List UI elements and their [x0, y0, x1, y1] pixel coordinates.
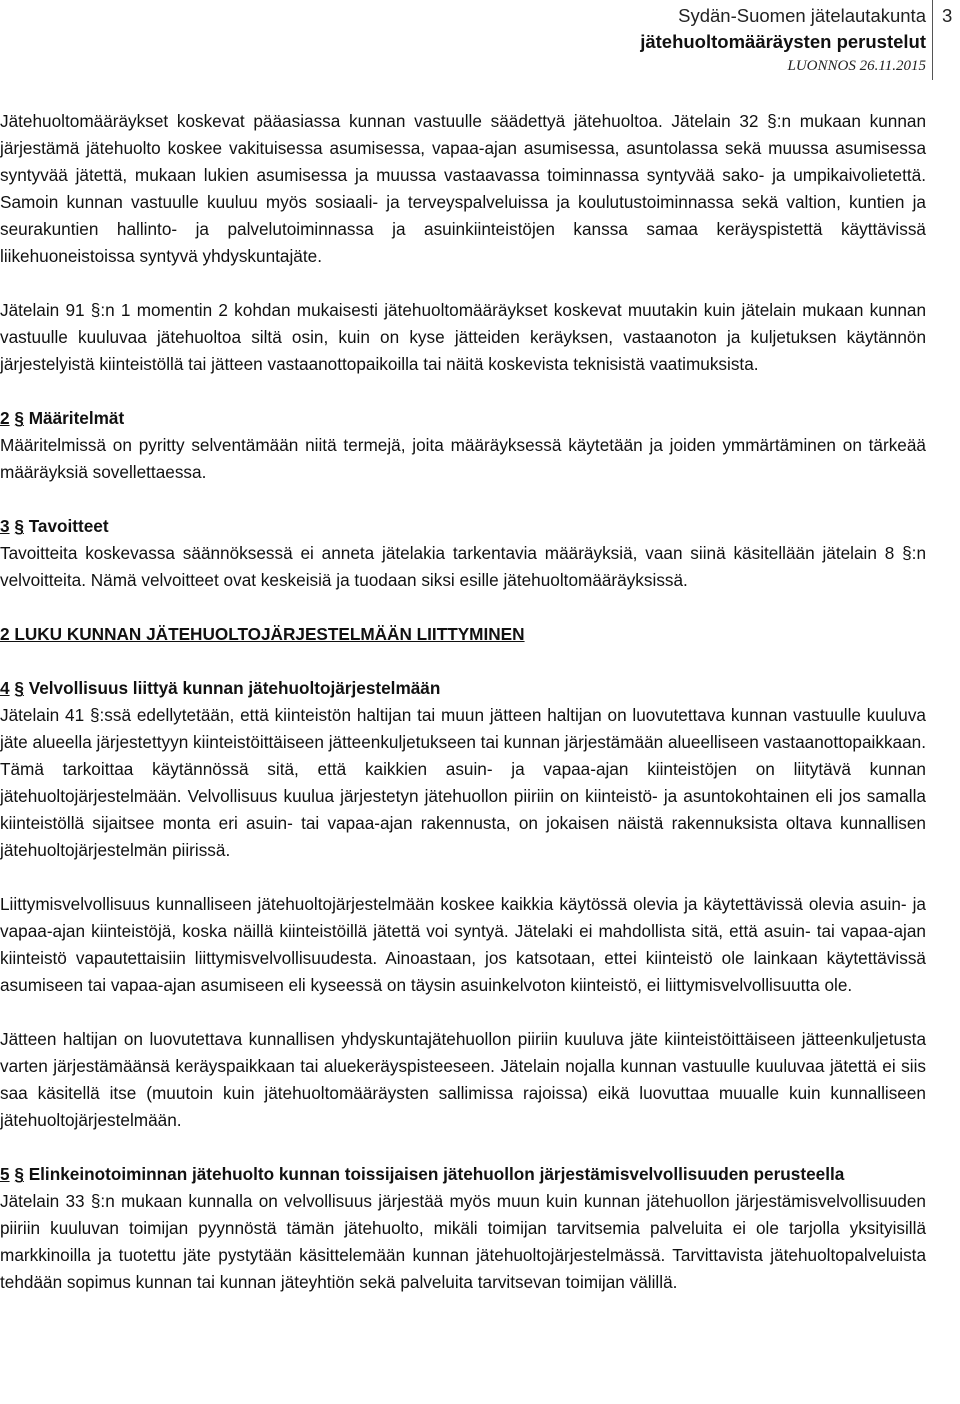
intro-paragraph-2: Jätelain 91 §:n 1 momentin 2 kohdan mukaisesti jätehuoltomääräykset koskevat muutakin kuin jätelain mukaan kunnan vastuulle kuuluvaa jätehuoltoa siltä osin, kuin on kyse jätteiden keräyksen, vastaanoton ja kuljetuksen käytännön järjestelyistä kiinteistöllä tai jätteen vastaanottopaikoilla tai näitä koskevista teknisistä vaatimuksista. [0, 300, 926, 374]
section-4-number: 4 [0, 678, 10, 698]
section-3-sign: § [14, 516, 24, 536]
section-3-text: Tavoitteita koskevassa säännöksessä ei anneta jätelakia tarkentavia määräyksiä, vaan siinä käsitellään jätelain 8 §:n velvoitteita. Nämä velvoitteet ovat keskeisiä ja tuodaan siksi esille jätehuoltomääräyksissä. [0, 543, 926, 590]
section-4-heading [0, 675, 926, 702]
section-4-sign: § [14, 678, 24, 698]
page-header [0, 0, 960, 80]
section-2-text: Määritelmissä on pyritty selventämään niitä termejä, joita määräyksessä käytetään ja joiden ymmärtäminen on tärkeää määräyksiä sovellettaessa. [0, 435, 926, 482]
section-2-heading [0, 405, 926, 432]
section-3-number: 3 [0, 516, 10, 536]
page-number: 3 [942, 5, 953, 26]
section-2-sign: § [14, 408, 24, 428]
section-5-heading [0, 1161, 926, 1188]
section-3-title: Tavoitteet [28, 516, 109, 536]
section-3-heading [0, 513, 926, 540]
header-organization: Sydän-Suomen jätelautakunta [678, 5, 926, 26]
section-4-text-2: Liittymisvelvollisuus kunnalliseen jätehuoltojärjestelmään koskee kaikkia käytössä olevia ja käytettävissä olevia asuin- ja vapaa-ajan kiinteistöjä, koska näillä kiinteistöillä jätettä voi syntyä. Jätelaki ei mahdollista sitä, että asuin- tai vapaa-ajan kiinteistö vapautettaisiin liittymisvelvollisuudesta. Ainoastaan, jos katsotaan, ettei kiinteistö ole lainkaan käytettävissä asumiseen tai vapaa-ajan asumiseen eli kyseessä on täysin asuinkelvoton kiinteistö, ei liittymisvelvollisuutta ole. [0, 894, 926, 995]
section-5-title: Elinkeinotoiminnan jätehuolto kunnan toissijaisen jätehuollon järjestämisvelvollisuuden perusteella [28, 1164, 845, 1184]
section-5-number: 5 [0, 1164, 10, 1184]
header-document-title: jätehuoltomääräysten perustelut [640, 31, 926, 52]
document-body [0, 108, 926, 1323]
intro-paragraph-1: Jätehuoltomääräykset koskevat pääasiassa kunnan vastuulle säädettyä jätehuoltoa. Jätelain 32 §:n mukaan kunnan järjestämä jätehuolto koskee vakituisessa asumisessa, vapaa-ajan asumisessa, asuntolassa sekä muussa asumisessa syntyvää jätettä, mukaan lukien asumisessa ja muussa vastaavassa toiminnassa syntyvää sako- ja umpikaivolietettä. Samoin kunnan vastuulle kuuluu myös sosiaali- ja terveyspalveluissa ja koulutustoiminnassa sekä valtion, kuntien ja seurakuntien hallinto- ja palvelutoiminnassa ja asuinkiinteistöjen kanssa samaa keräyspistettä käyttävissä liikehuoneistoissa syntyvä yhdyskuntajäte. [0, 111, 926, 266]
section-5-sign: § [14, 1164, 24, 1184]
section-5-text: Jätelain 33 §:n mukaan kunnalla on velvollisuus järjestää myös muun kuin kunnan jätehuollon järjestämisvelvollisuuden piiriin kuuluvan toimijan pyynnöstä tämän jätehuolto, mikäli toimijan tarvitsemia palveluita ei ole tarjolla yksityisillä markkinoilla ja tuotettu jäte pystytään käsittelemään kunnan jätehuoltojärjestelmässä. Tarvittavista jätehuoltopalveluista tehdään sopimus kunnan tai kunnan jäteyhtiön sekä palveluita tarvitsevan toimijan välillä. [0, 1191, 926, 1292]
section-2-number: 2 [0, 408, 10, 428]
section-4-title: Velvollisuus liittyä kunnan jätehuoltojärjestelmään [28, 678, 441, 698]
chapter-2-heading: 2 LUKU KUNNAN JÄTEHUOLTOJÄRJESTELMÄÄN LIITTYMINEN [0, 624, 525, 644]
header-draft-label: LUONNOS 26.11.2015 [787, 58, 926, 74]
header-divider [932, 0, 933, 80]
section-4-text-3: Jätteen haltijan on luovutettava kunnallisen yhdyskuntajätehuollon piiriin kuuluva jäte kiinteistöittäiseen jätteenkuljetusta varten järjestämäänsä keräyspaikkaan tai aluekeräyspisteeseen. Jätelain nojalla kunnan vastuulle kuuluvaa jätettä ei siis saa käsitellä itse (muutoin kuin jätehuoltomääräysten sallimissa rajoissa) eikä luovuttaa muualle kuin kunnalliseen jätehuoltojärjestelmään. [0, 1029, 926, 1130]
section-2-title: Määritelmät [28, 408, 125, 428]
section-4-text-1: Jätelain 41 §:ssä edellytetään, että kiinteistön haltijan tai muun jätteen haltijan on luovutettava kunnan vastuulle kuuluva jäte alueella järjestettyyn kiinteistöittäiseen jätteenkuljetukseen tai kunnan järjestämään alueelliseen vastaanottopaikkaan. Tämä tarkoittaa käytännössä sitä, että kaikkien asuin- ja vapaa-ajan kiinteistöjen on liitytävä kunnan jätehuoltojärjestelmään. Velvollisuus kuulua järjestetyn jätehuollon piiriin on kiinteistö- ja asuntokohtainen eli jos samalla kiinteistöllä sijaitsee monta eri asuin- tai vapaa-ajan rakennusta, on jokaisen näistä rakennuksista oltava kunnallisen jätehuoltojärjestelmän piirissä. [0, 705, 926, 860]
